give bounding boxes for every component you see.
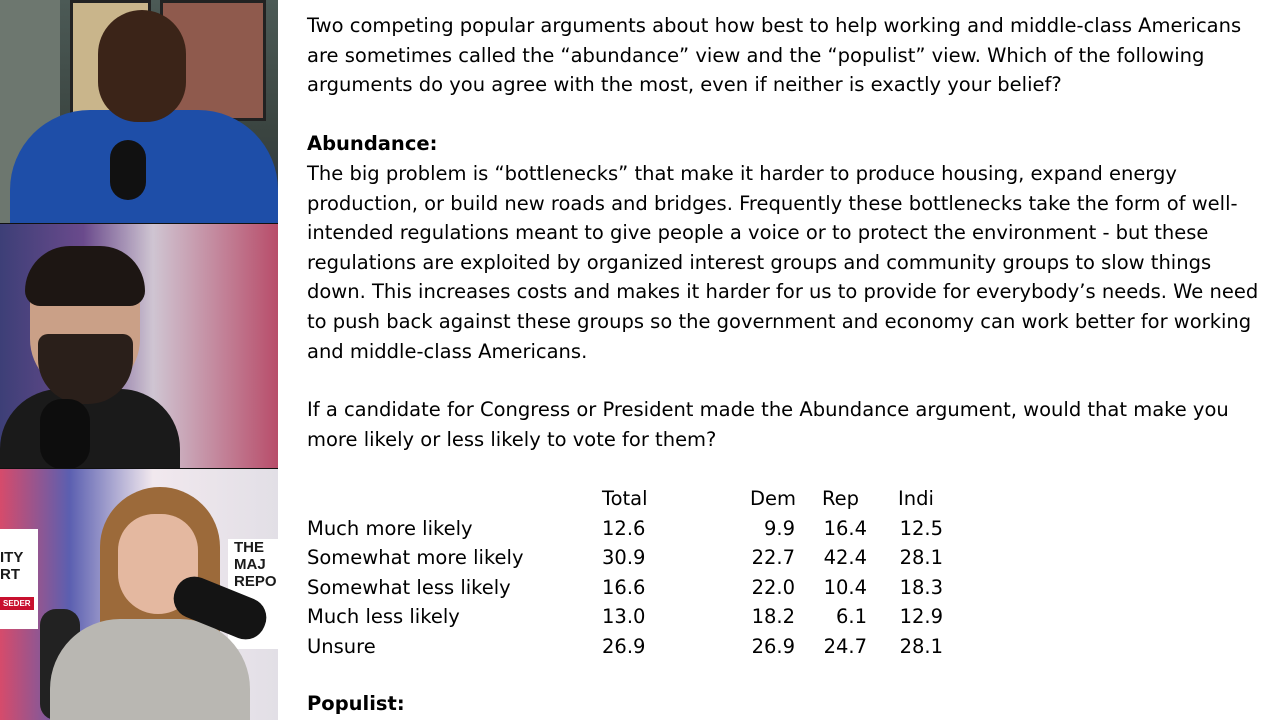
table-row xyxy=(307,543,1007,573)
row-rep: 24.7 xyxy=(823,635,867,658)
row-total: 16.6 xyxy=(602,575,646,599)
show-logo-badge: SEDER xyxy=(0,597,34,610)
row-dem: 9.9 xyxy=(763,516,795,540)
row-label: Somewhat more likely xyxy=(307,546,524,570)
row-rep: 42.4 xyxy=(823,546,867,570)
header-dem: Dem xyxy=(750,487,797,510)
table-header-row xyxy=(307,484,1007,514)
intro-paragraph: Two competing popular arguments about how best to help working and middle-class Americans are sometimes called the “abundance” view and the “populist” view. Which of the following arguments do you agree with the most, even if neither is exactly your belief? xyxy=(307,14,1242,97)
show-logo-card-left xyxy=(0,529,38,629)
header-indi: Indi xyxy=(898,487,934,510)
row-dem: 22.0 xyxy=(751,575,795,599)
row-label: Much more likely xyxy=(307,516,473,540)
row-rep: 6.1 xyxy=(835,605,867,629)
row-indi: 12.9 xyxy=(899,605,943,629)
abundance-heading: Abundance: xyxy=(307,132,438,155)
header-total: Total xyxy=(602,487,648,510)
row-rep: 16.4 xyxy=(823,516,867,540)
camera-feed-1 xyxy=(0,0,278,223)
host-3-body xyxy=(50,619,250,720)
show-logo-text-left: ITY RT xyxy=(0,549,24,583)
show-logo-text-right: THE MAJ REPO xyxy=(234,539,277,590)
row-indi: 18.3 xyxy=(899,575,943,599)
microphone-icon xyxy=(40,399,90,468)
row-dem: 22.7 xyxy=(751,546,795,570)
row-dem: 26.9 xyxy=(751,635,795,658)
table-row xyxy=(307,514,1007,544)
table-row xyxy=(307,632,1007,662)
row-indi: 28.1 xyxy=(899,546,943,570)
host-1-head xyxy=(98,10,186,122)
row-indi: 12.5 xyxy=(899,516,943,540)
camera-feed-2 xyxy=(0,224,278,468)
camera-feed-3 xyxy=(0,469,278,720)
microphone-icon xyxy=(110,140,146,200)
video-panel xyxy=(0,0,278,720)
header-rep: Rep xyxy=(822,487,860,510)
host-2-hair xyxy=(25,246,145,306)
table-row xyxy=(307,573,1007,603)
document-page xyxy=(307,0,1272,720)
row-dem: 18.2 xyxy=(751,605,795,629)
row-rep: 10.4 xyxy=(823,575,867,599)
row-total: 12.6 xyxy=(602,516,646,540)
row-indi: 28.1 xyxy=(899,635,943,658)
row-total: 30.9 xyxy=(602,546,646,570)
question-paragraph: If a candidate for Congress or President made the Abundance argument, would that make you more likely or less likely to vote for them? xyxy=(307,398,1229,451)
row-label: Unsure xyxy=(307,635,376,658)
row-label: Much less likely xyxy=(307,605,460,629)
row-total: 13.0 xyxy=(602,605,646,629)
row-label: Somewhat less likely xyxy=(307,575,511,599)
populist-heading: Populist: xyxy=(307,692,405,715)
row-total: 26.9 xyxy=(602,635,646,658)
abundance-paragraph: The big problem is “bottlenecks” that make it harder to produce housing, expand energy production, or build new roads and bridges. Frequently these bottlenecks take the form of well-intended regulations meant to give people a voice or to protect the environment - but these regulations are exploited by organized interest groups and community groups to slow things down. This increases costs and makes it harder for us to provide for everybody’s needs. We need to push back against these groups so the government and economy can work better for working and middle-class Americans. xyxy=(307,162,1259,363)
table-row xyxy=(307,602,1007,632)
